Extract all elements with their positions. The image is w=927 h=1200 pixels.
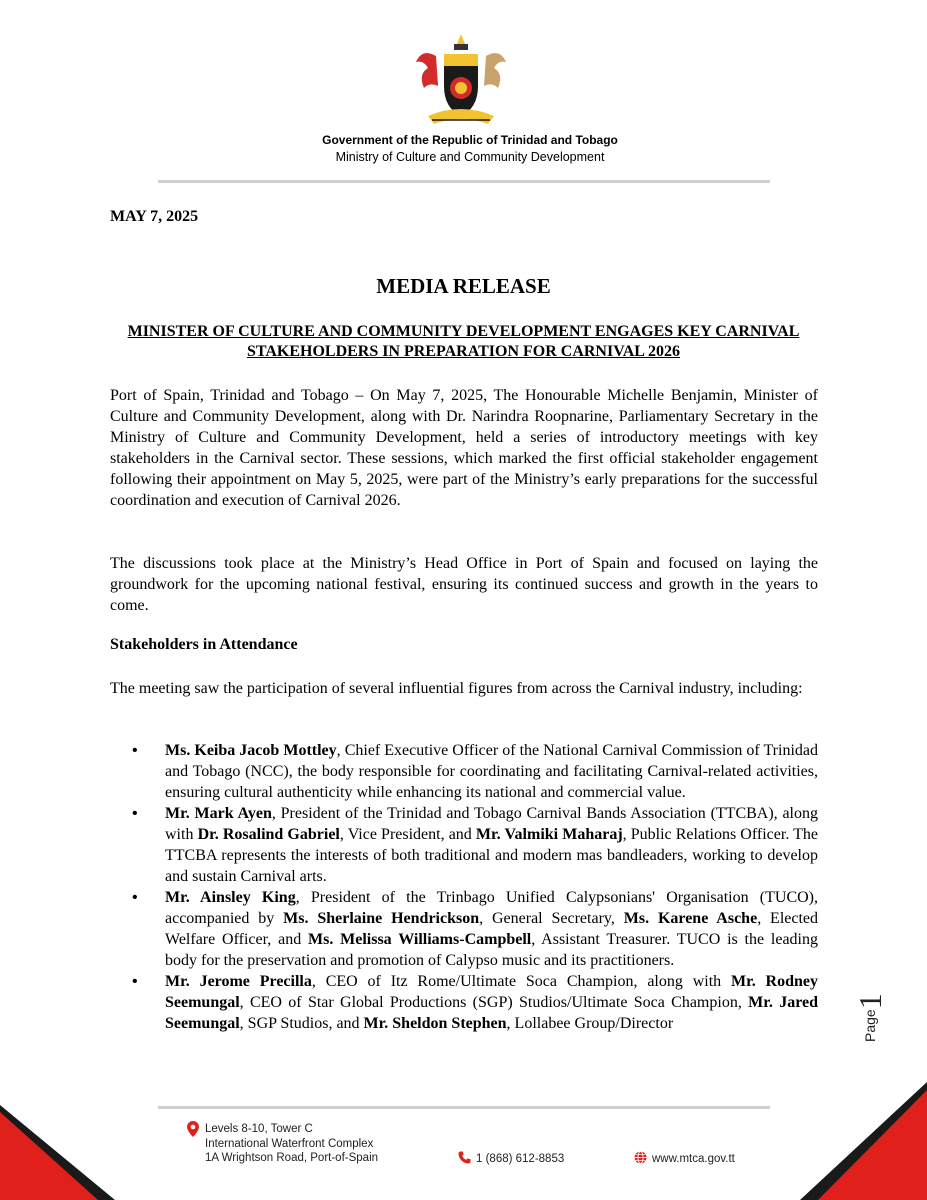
stakeholder-desc: , Public Relations Officer. The TTCBA represents the interests of both traditional and modern mas bandleaders, working to develop and sustain Carnival arts. [165,826,819,885]
stakeholder-name: Ms. Karene Asche [623,910,758,927]
footer-website[interactable]: www.mtca.gov.tt [652,1153,735,1165]
stakeholder-desc: , Chief Executive Officer of the National Carnival Commission of Trinidad and Tobago (NCC), the body responsible for coordinating and facilitating Carnival-related activities, ensuring cultural authenticity while enhancing its national and commercial value. [165,742,819,801]
list-item [110,971,818,1034]
government-title: Government of the Republic of Trinidad and Tobago [322,133,618,147]
stakeholder-name: Mr. Valmiki Maharaj [475,826,623,843]
discussion-paragraph: The discussions took place at the Ministry’s Head Office in Port of Spain and focused on laying the groundwork for the upcoming national festival, ensuring its continued success and growth in the years to come. [110,555,818,614]
document-title: MEDIA RELEASE [376,274,551,298]
stakeholder-desc: , President of the Trinbago Unified Calypsonians' Organisation (TUCO), accompanied by [165,889,819,927]
ministry-name: Ministry of Culture and Community Development [335,150,605,164]
stakeholder-desc: , CEO of Star Global Productions (SGP) Studios/Ultimate Soca Champion, [239,994,749,1011]
globe-icon [634,1151,647,1164]
stakeholder-name: Mr. Ainsley King [165,889,296,906]
footer-phone: 1 (868) 612-8853 [476,1153,565,1165]
stakeholder-name: Mr. Sheldon Stephen [363,1015,507,1032]
stakeholder-desc: , Elected Welfare Officer, and [165,910,819,948]
list-item [110,887,818,971]
release-date: MAY 7, 2025 [110,208,199,225]
stakeholder-name: Ms. Sherlaine Hendrickson [283,910,480,927]
list-item [110,740,818,803]
stakeholder-desc: , General Secretary, [479,910,624,927]
footer-address [205,1122,378,1166]
address-line: International Waterfront Complex [205,1137,374,1150]
address-line: 1A Wrightson Road, Port-of-Spain [205,1152,379,1164]
page-word: Page [862,1009,878,1042]
stakeholders-heading: Stakeholders in Attendance [110,636,298,653]
coat-of-arms [408,30,514,130]
stakeholder-name: Mr. Jerome Precilla [165,973,312,990]
stakeholder-name: Ms. Keiba Jacob Mottley [165,742,337,759]
list-item [110,803,818,887]
header-divider [158,180,770,183]
location-pin-icon [187,1121,199,1137]
stakeholder-name: Dr. Rosalind Gabriel [197,826,340,843]
stakeholder-desc: , President of the Trinidad and Tobago Carnival Bands Association (TTCBA), along with [165,805,819,843]
stakeholder-name: Mr. Rodney Seemungal [165,973,819,1011]
intro-paragraph: Port of Spain, Trinidad and Tobago – On May 7, 2025, The Honourable Michelle Benjamin, Minister of Culture and Community Development, along with Dr. Narindra Roopnarine, Parliamentary Secretary in the Ministry of Culture and Community Development, held a series of introductory meetings with key stakeholders in the Carnival sector. These sessions, which marked the first official stakeholder engagement following their appointment on May 5, 2025, were part of the Ministry’s early preparations for the successful coordination and execution of Carnival 2026. [110,387,818,509]
stakeholder-desc: , Lollabee Group/Director [506,1015,674,1032]
page-number [852,993,889,1042]
stakeholder-list [110,740,818,1034]
participation-paragraph: The meeting saw the participation of several influential figures from across the Carnival industry, including: [110,680,803,697]
footer-divider [158,1106,770,1109]
address-line: Levels 8-10, Tower C [205,1123,313,1135]
stakeholder-desc: , Assistant Treasurer. TUCO is the leading body for the preservation and promotion of Calypso music and its practitioners. [165,931,818,969]
stakeholder-desc: , SGP Studios, and [239,1015,364,1032]
stakeholder-name: Ms. Melissa Williams-Campbell [308,931,532,948]
stakeholder-name: Mr. Mark Ayen [165,805,272,822]
page-digit: 1 [852,993,888,1010]
stakeholder-name: Mr. Jared Seemungal [165,994,819,1032]
stakeholder-desc: , CEO of Itz Rome/Ultimate Soca Champion, along with [311,973,731,990]
stakeholder-desc: , Vice President, and [339,826,476,843]
phone-icon [458,1151,471,1164]
document-subtitle: MINISTER OF CULTURE AND COMMUNITY DEVELOPMENT ENGAGES KEY CARNIVAL STAKEHOLDERS IN PREPARATION FOR CARNIVAL 2026 [127,323,800,360]
